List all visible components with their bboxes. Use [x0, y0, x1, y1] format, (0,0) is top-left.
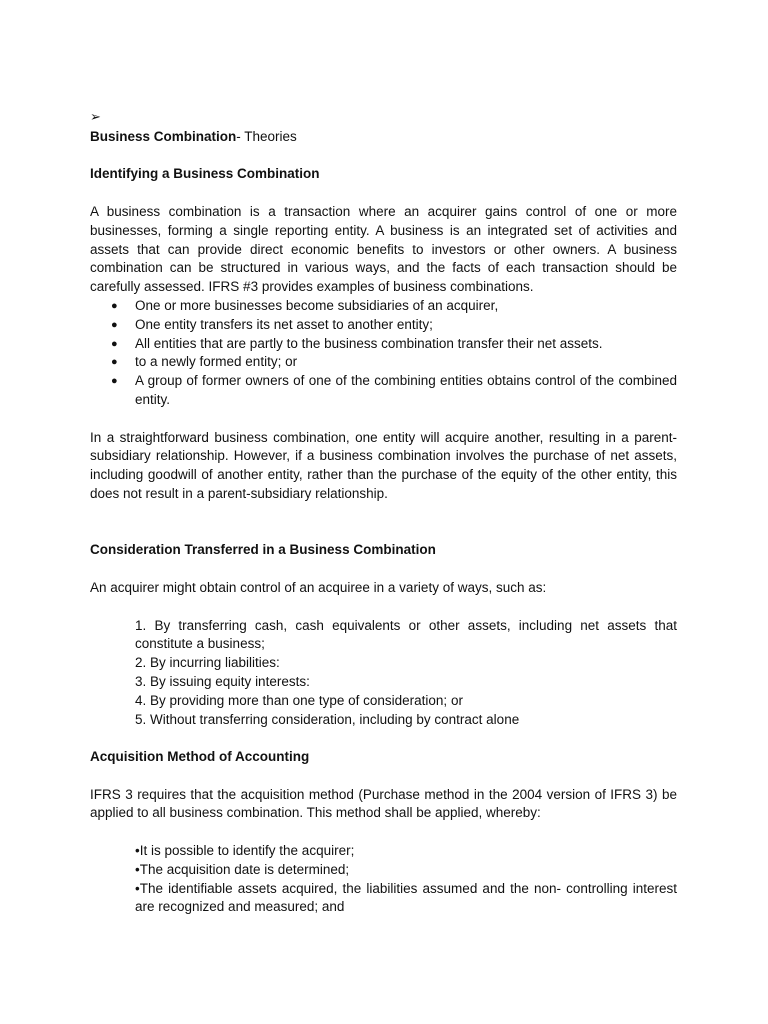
list-item: •The acquisition date is determined;	[135, 861, 350, 877]
bullet-list-examples	[90, 297, 677, 410]
list-item: 4. By providing more than one type of consideration; or	[135, 692, 463, 708]
bullet-icon: ●	[111, 318, 118, 331]
numbered-list-consideration	[90, 617, 677, 730]
list-item: 3. By issuing equity interests:	[135, 673, 310, 689]
bullet-icon: ●	[111, 299, 118, 312]
list-item: 5. Without transferring consideration, including by contract alone	[135, 711, 520, 727]
heading-identifying: Identifying a Business Combination	[90, 166, 320, 182]
list-item: ● All entities that are partly to the business combination transfer their net assets.	[90, 335, 677, 354]
bullet-icon: ●	[111, 356, 118, 369]
list-item: •It is possible to identify the acquirer;	[135, 843, 355, 859]
heading-consideration: Consideration Transferred in a Business Combination	[90, 542, 436, 558]
list-item: ● to a newly formed entity; or	[90, 353, 677, 372]
paragraph-definition: A business combination is a transaction where an acquirer gains control of one or more businesses, forming a single reporting entity. A business is an integrated set of activities and assets that can provide direct economic benefits to investors or other owners. A business combination can be structured in various ways, and the facts of each transaction should be carefully assessed. IFRS #3 provides examples of business combinations.	[90, 203, 677, 295]
document-title	[90, 128, 677, 147]
list-item: •The identifiable assets acquired, the liabilities assumed and the non- controlling interest are recognized and measured; and	[135, 880, 677, 915]
bullet-icon: ●	[111, 375, 118, 388]
arrow-bullet-icon: ➢	[90, 110, 101, 125]
document-page	[90, 109, 677, 917]
list-item: 1. By transferring cash, cash equivalents or other assets, including net assets that constitute a business;	[135, 617, 677, 652]
heading-acquisition-method: Acquisition Method of Accounting	[90, 749, 310, 765]
paragraph-acquisition-intro: IFRS 3 requires that the acquisition method (Purchase method in the 2004 version of IFRS 3) be applied to all business combination. This method shall be applied, whereby:	[90, 786, 677, 821]
document-title-rest: - Theories	[236, 128, 297, 144]
list-item: ● One or more businesses become subsidiaries of an acquirer,	[90, 297, 677, 316]
list-item: 2. By incurring liabilities:	[135, 655, 280, 671]
bullet-icon: ●	[111, 337, 118, 350]
paragraph-consideration-intro: An acquirer might obtain control of an acquiree in a variety of ways, such as:	[90, 579, 547, 595]
list-item: ● A group of former owners of one of the combining entities obtains control of the combined entity.	[111, 373, 677, 407]
paragraph-parent-subsidiary: In a straightforward business combination, one entity will acquire another, resulting in a parent-subsidiary relationship. However, if a business combination involves the purchase of net assets, including goodwill of another entity, rather than the purchase of the equity of the other entity, this does not result in a parent-subsidiary relationship.	[90, 429, 677, 501]
list-acquisition-steps	[90, 842, 677, 917]
document-title-bold: Business Combination	[90, 128, 237, 144]
list-item: ● One entity transfers its net asset to another entity;	[90, 316, 677, 335]
